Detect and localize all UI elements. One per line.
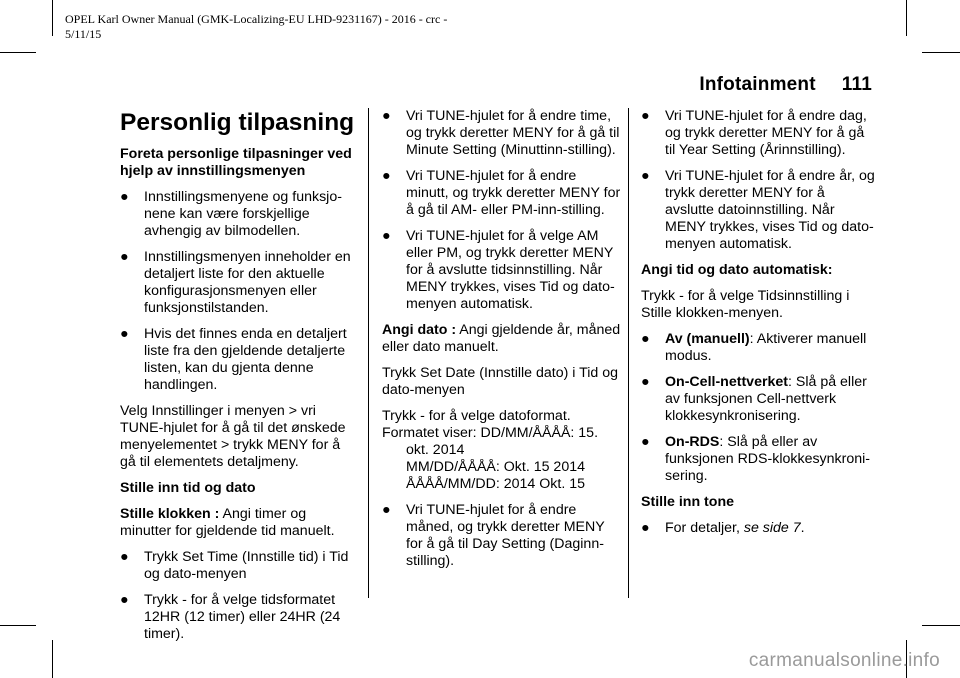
list-item: ● Hvis det finnes enda en detaljert liste fra den gjeldende detaljerte listen, kan du gjenta denne handlingen. [120,326,347,393]
auto-heading: Angi tid og dato automatisk: [641,262,833,278]
list-item: ● Trykk - for å velge tidsformatet 12HR (12 timer) eller 24HR (24 timer). [120,592,341,642]
crop-mark [922,52,960,53]
bullet-icon: ● [641,168,650,184]
list-item: ● Innstillingsmenyene og funksjo-nene kan være forskjellige avhengig av bilmodellen. [120,189,342,239]
date-label: Angi dato : [382,322,457,338]
page-number: 111 [841,74,872,95]
crop-mark [922,625,960,626]
paragraph: Velg Innstillinger i menyen > vri TUNE-hjulet for å gå til det ønskede menyelementet > trykk MENY for å gå til elementets detaljmeny. [120,403,346,470]
intro-heading: Foreta personlige tilpasninger ved hjelp av innstillingsmenyen [120,146,352,179]
column-divider [368,108,369,598]
paragraph: Stille klokken : Angi timer og minutter for gjeldende tid manuelt. [120,506,335,539]
bullet-icon: ● [641,520,650,536]
list-item: ● Innstillingsmenyen inneholder en detaljert liste for den aktuelle konfigurasjonsmenyen eller funksjonstilstanden. [120,249,351,316]
crop-mark [52,0,53,36]
bullet-icon: ● [641,108,650,124]
bullet-icon: ● [641,434,650,450]
list-item: ● Vri TUNE-hjulet for å endre måned, og trykk deretter MENY for å gå til Day Setting (Daginn-stilling). [382,502,605,569]
list-item: ● Vri TUNE-hjulet for å endre år, og trykk deretter MENY for å avslutte datoinnstilling. Når MENY trykkes, vises Tid og dato-menyen automatisk. [641,168,875,252]
list-item: ● Trykk Set Time (Innstille tid) i Tid og dato-menyen [120,549,349,582]
watermark: carmanualsonline.info [748,650,940,671]
document-meta [65,12,525,42]
list-item: ● On-Cell-nettverket: Slå på eller av funksjonen Cell-nettverk klokkesynkronisering. [641,374,867,424]
paragraph: Trykk - for å velge datoformat. Formatet viser: DD/MM/ÅÅÅÅ: 15. okt. 2014 MM/DD/ÅÅÅÅ: Okt. 15 2014 ÅÅÅÅ/MM/DD: 2014 Okt. 15 [382,408,622,493]
bullet-icon: ● [120,549,129,565]
bullet-icon: ● [382,502,391,518]
list-item: ● Vri TUNE-hjulet for å endre time, og trykk deretter MENY for å gå til Minute Setting (Minuttinn-stilling). [382,108,620,158]
bullet-icon: ● [382,168,391,184]
bullet-icon: ● [120,189,129,205]
format-line: ÅÅÅÅ/MM/DD: 2014 Okt. 15 [406,476,585,492]
bullet-icon: ● [120,326,129,342]
crop-mark [0,52,36,53]
paragraph: Angi dato : Angi gjeldende år, måned eller dato manuelt. [382,322,621,355]
bullet-icon: ● [382,108,391,124]
meta-line-1: OPEL Karl Owner Manual (GMK-Localizing-EU LHD-9231167) - 2016 - crc - [65,12,448,26]
bullet-icon: ● [120,249,129,265]
format-line: MM/DD/ÅÅÅÅ: Okt. 15 2014 [406,459,585,475]
tone-heading: Stille inn tone [641,494,735,510]
crop-mark [906,0,907,36]
crop-mark [0,625,36,626]
column-1 [120,108,358,652]
list-item: ● For detaljer, se side 7. [641,520,805,536]
bullet-icon: ● [120,592,129,608]
meta-line-2: 5/11/15 [65,27,102,41]
column-divider [628,108,629,598]
page-title: Personlig tilpasning [120,109,355,136]
running-head [699,74,872,96]
list-item: ● Av (manuell): Aktiverer manuell modus. [641,331,867,364]
list-item: ● Vri TUNE-hjulet for å endre minutt, og trykk deretter MENY for å gå til AM- eller PM-inn-stilling. [382,168,621,218]
column-3 [641,108,877,546]
paragraph: Trykk - for å velge Tidsinnstilling i Stille klokken-menyen. [641,288,850,321]
crop-mark [52,640,53,678]
list-item: ● Vri TUNE-hjulet for å velge AM eller PM, og trykk deretter MENY for å avslutte tidsinnstilling. Når MENY trykkes, vises Tid og dato-menyen automatisk. [382,228,615,312]
list-item: ● On-RDS: Slå på eller av funksjonen RDS-klokkesynkroni-sering. [641,434,871,484]
page-reference-link[interactable]: se side 7 [743,520,801,536]
format-line: okt. 2014 [406,442,465,458]
section-title: Infotainment [699,74,816,95]
paragraph: Trykk Set Date (Innstille dato) i Tid og dato-menyen [382,365,619,398]
bullet-icon: ● [382,228,391,244]
bullet-icon: ● [641,331,650,347]
clock-label: Stille klokken : [120,506,220,522]
bullet-icon: ● [641,374,650,390]
column-2 [382,108,622,579]
time-heading: Stille inn tid og dato [120,480,256,496]
list-item: ● Vri TUNE-hjulet for å endre dag, og trykk deretter MENY for å gå til Year Setting (Årinnstilling). [641,108,867,158]
